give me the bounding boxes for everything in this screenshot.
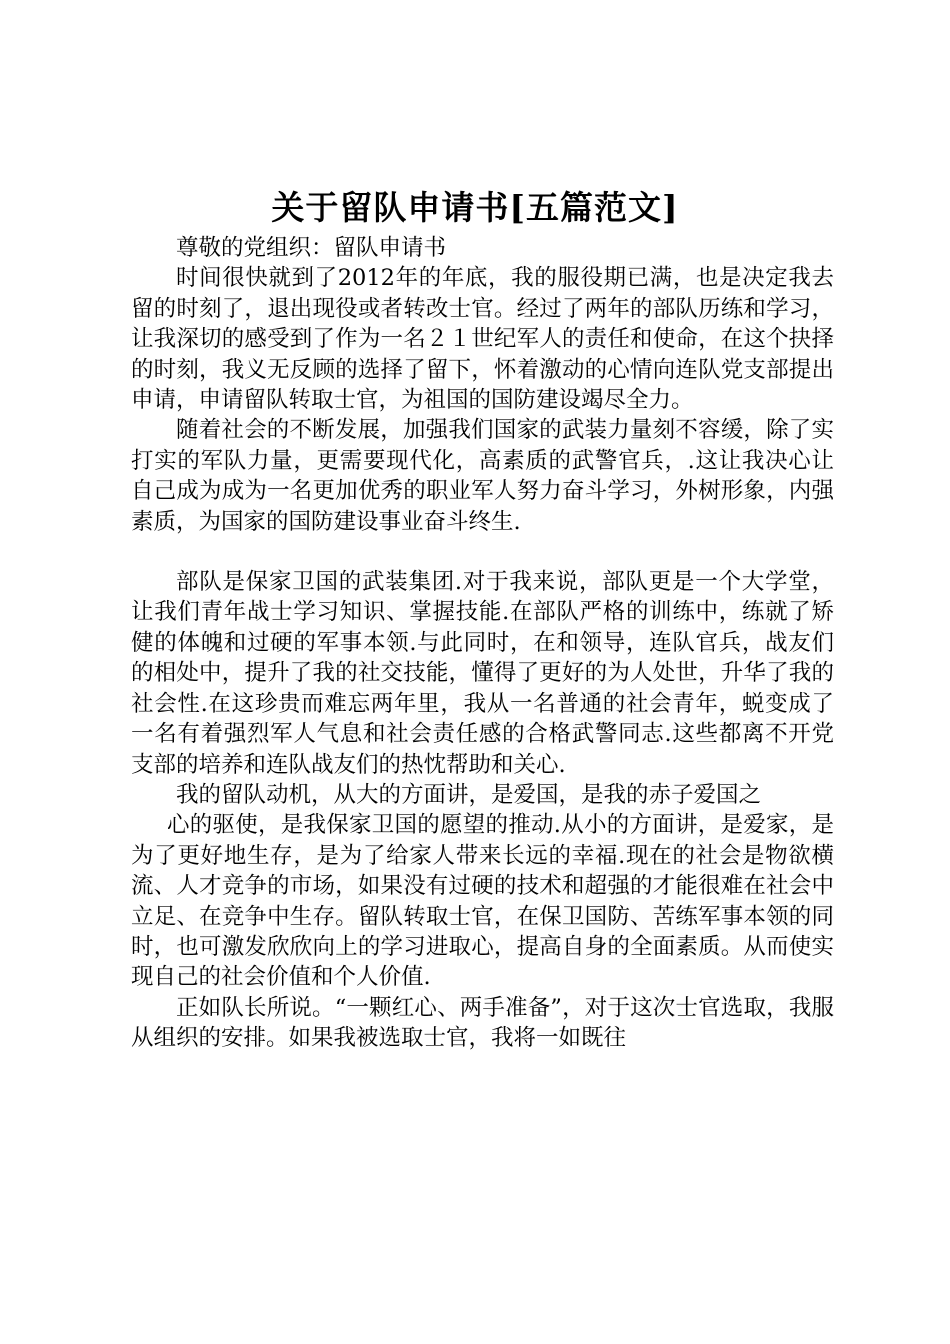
body-paragraph: 心的驱使，是我保家卫国的愿望的推动.从小的方面讲，是爱家，是为了更好地生存，是为了给家人带来长远的幸福.现在的社会是物欲横流、人才竞争的市场，如果没有过硬的技术和超强的才能很难在社会中立足、在竞争中生存。留队转取士官，在保卫国防、苦练军事本领的同时，也可激发欣欣向上的学习进取心，提高自身的全面素质。从而使实现自己的社会价值和个人价值. — [131, 812, 834, 991]
body-paragraph: 正如队长所说。“一颗红心、两手准备”，对于这次士官选取，我服从组织的安排。如果我被选取士官，我将一如既往 — [131, 994, 834, 1052]
body-paragraph: 时间很快就到了2012年的年底，我的服役期已满，也是决定我去留的时刻了，退出现役或者转改士官。经过了两年的部队历练和学习，让我深切的感受到了作为一名２１世纪军人的责任和使命，在这个抉择的时刻，我义无反顾的选择了留下，怀着激动的心情向连队党支部提出申请，申请留队转取士官，为祖国的国防建设竭尽全力。 — [131, 265, 834, 414]
document-title: 关于留队申请书[五篇范文] — [271, 188, 679, 227]
body-paragraph: 我的留队动机，从大的方面讲，是爱国，是我的赤子爱国之 — [176, 781, 762, 808]
document-body — [131, 233, 834, 1054]
body-paragraph: 部队是保家卫国的武装集团.对于我来说，部队更是一个大学堂，让我们青年战士学习知识、掌握技能.在部队严格的训练中，练就了矫健的体魄和过硬的军事本领.与此同时，在和领导，连队官兵，战友们的相处中，提升了我的社交技能，懂得了更好的为人处世，升华了我的社会性.在这珍贵而难忘两年里，我从一名普通的社会青年，蜕变成了一名有着强烈军人气息和社会责任感的合格武警同志.这些都离不开党支部的培养和连队战友们的热忱帮助和关心. — [131, 569, 834, 778]
salutation-paragraph: 尊敬的党组织：留队申请书 — [176, 235, 447, 261]
body-paragraph: 随着社会的不断发展，加强我们国家的武装力量刻不容缓，除了实打实的军队力量，更需要现代化，高素质的武警官兵，.这让我决心让自己成为成为一名更加优秀的职业军人努力奋斗学习，外树形象，内强素质，为国家的国防建设事业奋斗终生. — [131, 417, 834, 535]
